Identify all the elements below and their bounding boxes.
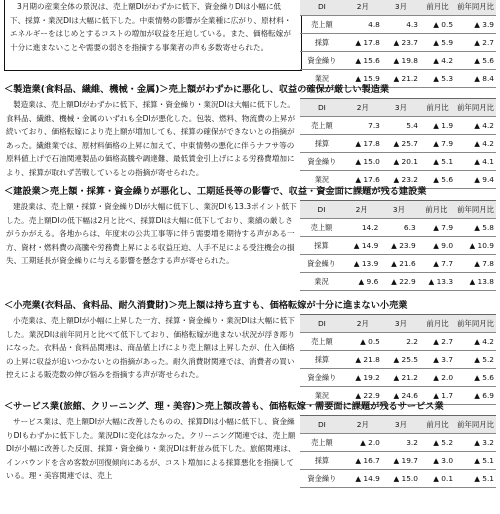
cell: ▲ 13.9 <box>343 255 380 273</box>
cell: ▲ 5.8 <box>455 219 496 237</box>
cell: ▲ 9.6 <box>343 273 380 291</box>
section-text: 製造業は、売上額DIがわずかに低下、採算・資金繰り・業況DIは大幅に低下した。食料品、繊維、機械・金属のいずれも全DIが悪化した。包装、燃料、物流費の上昇が続いており、価格転嫁により売上額が増加しても、採算の確保ができないとの指摘があった。繊維業では、原材料価格の上昇に加えて、中東情勢の悪化に伴うナフサ等の原料値上げで石油関連製品の価格高騰や調達難、最低賃金引上げによる労務費増加により、採算が取れず苦戦しているとの指摘が寄せられた。 <box>6 100 296 177</box>
cell: ▲ 14.9 <box>344 470 382 488</box>
cell: ▲ 21.6 <box>380 255 417 273</box>
cell: ▲ 21.2 <box>382 369 420 387</box>
section-di-table <box>300 314 496 405</box>
col-mar: 3月 <box>382 0 420 16</box>
cell: ▲ 0.5 <box>344 333 382 351</box>
cell: 3.2 <box>382 434 420 452</box>
cell: ▲ 22.9 <box>380 273 417 291</box>
cell: ▲ 24.6 <box>382 387 420 405</box>
row-label: 採算 <box>300 34 344 52</box>
cell: 7.3 <box>344 117 382 135</box>
row-label: 採算 <box>300 452 344 470</box>
section-text: 小売業は、売上額DIが小幅に上昇した一方、採算・資金繰り・業況DIは大幅に低下した。業況DIは前年同月と比べて低下しており、価格転嫁が進まない状況が浮き彫りになった。衣料品・食料品関連は、商品値上げにより売上額は上昇したが、仕入価格の上昇に収益が追いつかないとの指摘があった。耐久消費財関連では、消費者の買い控えによる販売数の伸び悩みを指摘する声が寄せられた。 <box>6 316 296 380</box>
cell: ▲ 17.8 <box>344 34 382 52</box>
cell: ▲ 7.7 <box>418 255 455 273</box>
cell: ▲ 4.2 <box>420 52 455 70</box>
cell: ▲ 16.7 <box>344 452 382 470</box>
cell: ▲ 23.7 <box>382 34 420 52</box>
col-yoy: 前年同月比 <box>455 99 496 117</box>
section-text: 建設業は、売上額・採算・資金繰りDIが大幅に低下し、業況DIも13.3ポイント低下した。売上額DIの低下幅は2月と比べ、採算DIは大幅に低下しており、業績の厳しさがうかがえる。各地からは、年度末の公共工事等に伴う需要増を期待する声がある一方、資材・燃料費の高騰や労務費上昇による収益圧迫、人手不足による受注機会の損失、工期延長が資金繰りに与える影響を懸念する声が寄せられた。 <box>6 202 297 266</box>
col-mar: 3月 <box>382 99 420 117</box>
cell: ▲ 15.0 <box>382 470 420 488</box>
col-mom: 前月比 <box>420 99 455 117</box>
cell: ▲ 23.9 <box>380 237 417 255</box>
col-feb: 2月 <box>344 0 382 16</box>
cell: ▲ 4.1 <box>455 153 496 171</box>
cell: ▲ 6.9 <box>455 387 496 405</box>
cell: ▲ 5.1 <box>420 153 455 171</box>
cell: ▲ 5.9 <box>420 34 455 52</box>
row-label: 業況 <box>300 70 344 88</box>
section-heading: ＜製造業(食料品、繊維、機械・金属)＞売上額がわずかに悪化し、収益の確保が厳しい製造業 <box>4 84 390 95</box>
cell: ▲ 17.8 <box>344 135 382 153</box>
cell: ▲ 4.2 <box>455 333 496 351</box>
cell: ▲ 8.4 <box>455 70 496 88</box>
row-label: 業況 <box>300 171 344 189</box>
row-label: 採算 <box>300 237 343 255</box>
row-label: 資金繰り <box>300 470 344 488</box>
cell: ▲ 4.2 <box>455 135 496 153</box>
cell: ▲ 21.8 <box>344 351 382 369</box>
cell: 4.8 <box>344 16 382 34</box>
section-heading: ＜小売業(衣料品、食料品、耐久消費財)＞売上額は持ち直すも、価格転嫁が十分に進まない小売業 <box>4 300 408 311</box>
cell: ▲ 2.0 <box>420 369 455 387</box>
cell: ▲ 15.9 <box>344 70 382 88</box>
cell: ▲ 0.1 <box>420 470 455 488</box>
cell: ▲ 7.9 <box>418 219 455 237</box>
cell: ▲ 23.2 <box>382 171 420 189</box>
row-label: 資金繰り <box>300 369 344 387</box>
row-label: 売上額 <box>300 219 343 237</box>
col-mom: 前月比 <box>420 0 455 16</box>
col-yoy: 前年同月比 <box>455 0 496 16</box>
intro-text: 3月期の産業全体の景況は、売上額DIがわずかに低下、資金繰りDIは小幅に低下、採算・業況DIは大幅に低下した。中東情勢の影響が全業種に広がり、原材料・エネルギーをはじめとするコストの増加が収益を圧迫している。また、価格転嫁が十分に進まないことや需要の弱さを指摘する事業者の声も多数寄せられた。 <box>10 2 292 52</box>
cell: ▲ 4.2 <box>455 117 496 135</box>
cell: ▲ 9.4 <box>455 171 496 189</box>
section-di-table <box>300 415 496 488</box>
col-di: DI <box>300 201 343 219</box>
cell: ▲ 19.8 <box>382 52 420 70</box>
section-heading: ＜サービス業(旅館、クリーニング、理・美容)＞売上額改善も、価格転嫁・需要面に課題が残るサービス業 <box>4 401 444 412</box>
row-label: 業況 <box>300 273 343 291</box>
cell: ▲ 20.1 <box>382 153 420 171</box>
cell: ▲ 5.3 <box>420 70 455 88</box>
col-di: DI <box>300 315 344 333</box>
section-heading: ＜建設業＞売上額・採算・資金繰りが悪化し、工期延長等の影響で、収益・資金面に課題が残る建設業 <box>4 186 427 197</box>
col-mom: 前月比 <box>420 315 455 333</box>
row-label: 売上額 <box>300 333 344 351</box>
cell: ▲ 2.0 <box>344 434 382 452</box>
cell: ▲ 3.2 <box>455 434 496 452</box>
col-mar: 3月 <box>382 416 420 434</box>
cell: ▲ 13.8 <box>455 273 496 291</box>
cell: ▲ 25.5 <box>382 351 420 369</box>
cell: ▲ 22.9 <box>344 387 382 405</box>
cell: ▲ 2.7 <box>455 34 496 52</box>
cell: ▲ 1.7 <box>420 387 455 405</box>
col-di: DI <box>300 99 344 117</box>
cell: 5.4 <box>382 117 420 135</box>
cell: ▲ 3.9 <box>455 16 496 34</box>
row-label: 採算 <box>300 135 344 153</box>
cell: ▲ 3.0 <box>420 452 455 470</box>
cell: ▲ 19.2 <box>344 369 382 387</box>
cell: ▲ 15.6 <box>344 52 382 70</box>
cell: ▲ 9.0 <box>418 237 455 255</box>
cell: ▲ 13.3 <box>418 273 455 291</box>
row-label: 売上額 <box>300 117 344 135</box>
col-mar: 3月 <box>382 315 420 333</box>
col-feb: 2月 <box>344 99 382 117</box>
col-di: DI <box>300 0 344 16</box>
cell: ▲ 5.1 <box>455 452 496 470</box>
col-yoy: 前年同月比 <box>455 315 496 333</box>
section-di-table <box>300 98 496 189</box>
col-mar: 3月 <box>380 201 417 219</box>
cell: ▲ 5.6 <box>455 369 496 387</box>
cell: ▲ 2.7 <box>420 333 455 351</box>
cell: ▲ 19.7 <box>382 452 420 470</box>
cell: ▲ 25.7 <box>382 135 420 153</box>
cell: ▲ 21.2 <box>382 70 420 88</box>
cell: ▲ 14.9 <box>343 237 380 255</box>
cell: 14.2 <box>343 219 380 237</box>
col-mom: 前月比 <box>418 201 455 219</box>
intro-di-table <box>300 0 496 88</box>
row-label: 売上額 <box>300 434 344 452</box>
row-label: 業況 <box>300 387 344 405</box>
cell: ▲ 5.6 <box>455 52 496 70</box>
cell: ▲ 5.6 <box>420 171 455 189</box>
col-mom: 前月比 <box>420 416 455 434</box>
row-label: 売上額 <box>300 16 344 34</box>
cell: 4.3 <box>382 16 420 34</box>
cell: ▲ 5.2 <box>455 351 496 369</box>
cell: ▲ 15.0 <box>344 153 382 171</box>
cell: ▲ 17.6 <box>344 171 382 189</box>
row-label: 採算 <box>300 351 344 369</box>
row-label: 資金繰り <box>300 52 344 70</box>
cell: 6.3 <box>380 219 417 237</box>
col-feb: 2月 <box>344 315 382 333</box>
cell: 2.2 <box>382 333 420 351</box>
cell: ▲ 1.9 <box>420 117 455 135</box>
section-di-table <box>300 200 496 291</box>
cell: ▲ 3.7 <box>420 351 455 369</box>
col-yoy: 前年同月比 <box>455 201 496 219</box>
col-feb: 2月 <box>344 416 382 434</box>
cell: ▲ 5.1 <box>455 470 496 488</box>
cell: ▲ 5.2 <box>420 434 455 452</box>
col-feb: 2月 <box>343 201 380 219</box>
col-yoy: 前年同月比 <box>455 416 496 434</box>
col-di: DI <box>300 416 344 434</box>
cell: ▲ 0.5 <box>420 16 455 34</box>
cell: ▲ 10.9 <box>455 237 496 255</box>
row-label: 資金繰り <box>300 153 344 171</box>
section-text: サービス業は、売上額DIが大幅に改善したものの、採算DIは小幅に低下し、資金繰りDIもわずかに低下した。業況DIに変化はなかった。クリーニング関連では、売上額DIが小幅に改善した反面、採算・資金繰り・業況DIは軒並み低下した。旅館関連は、インバウンドを含め客数が回復傾向にあるが、コスト増加による採算悪化を指摘している。理・美容関連では、売上 <box>6 417 296 481</box>
cell: ▲ 7.8 <box>455 255 496 273</box>
row-label: 資金繰り <box>300 255 343 273</box>
cell: ▲ 7.9 <box>420 135 455 153</box>
